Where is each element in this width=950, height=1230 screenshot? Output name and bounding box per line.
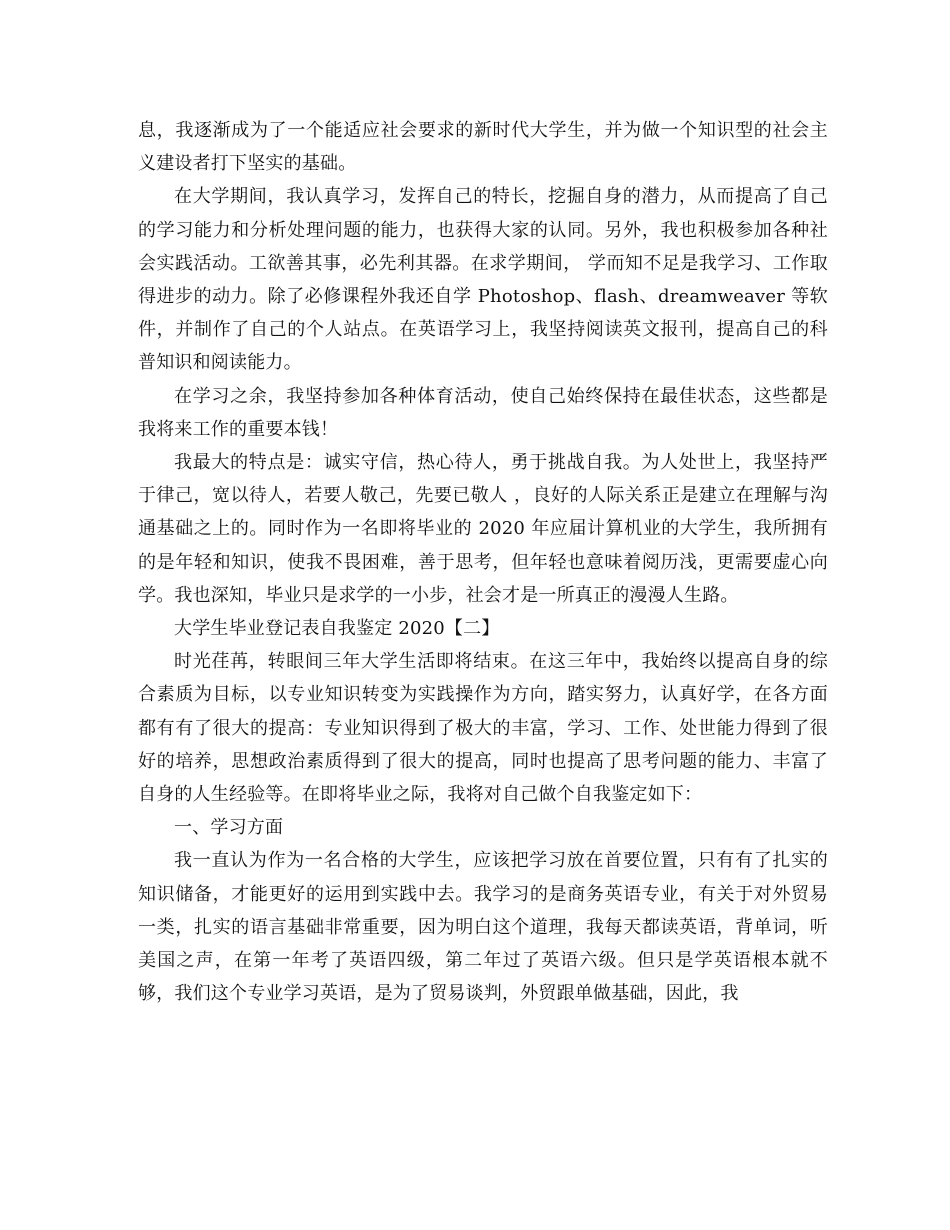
- paragraph-sports: 在学习之余，我坚持参加各种体育活动，使自己始终保持在最佳状态，这些都是我将来工作的重要本钱！: [138, 385, 828, 440]
- paragraph-study-details: 我一直认为作为一名合格的大学生，应该把学习放在首要位置，只有有了扎实的知识储备，才能更好的运用到实践中去。我学习的是商务英语专业，有关于对外贸易一类，扎实的语言基础非常重要，因为明白这个道理，我每天都读英语，背单词，听美国之声，在第一年考了英语四级，第二年过了英语六级。但只是学英语根本就不够，我们这个专业学习英语，是为了贸易谈判，外贸跟单做基础，因此，我: [138, 850, 828, 1005]
- paragraph-continuation: 息，我逐渐成为了一个能适应社会要求的新时代大学生，并为做一个知识型的社会主义建设者打下坚实的基础。: [138, 120, 828, 175]
- paragraph-university-study: 在大学期间，我认真学习，发挥自己的特长，挖掘自身的潜力，从而提高了自己的学习能力和分析处理问题的能力，也获得大家的认同。另外，我也积极参加各种社会实践活动。工欲善其事，必先利其器。在求学期间， 学而知不足是我学习、工作取得进步的动力。除了必修课程外我还自学 Photoshop、flash、dreamweaver 等软件，并制作了自己的个人站点。在英语学习上，我坚持阅读英文报刊，提高自己的科普知识和阅读能力。: [138, 186, 828, 374]
- document-body: [138, 114, 828, 1010]
- paragraph-personal-traits: 我最大的特点是：诚实守信，热心待人，勇于挑战自我。为人处世上，我坚持严于律己，宽以待人，若要人敬己，先要已敬人 ，良好的人际关系正是建立在理解与沟通基础之上的。同时作为一名即将毕业的 2020 年应届计算机业的大学生，我所拥有的是年轻和知识，使我不畏困难，善于思考，但年轻也意味着阅历浅，更需要虚心向学。我也深知，毕业只是求学的一小步，社会才是一所真正的漫漫人生路。: [138, 452, 828, 606]
- paragraph-three-years: 时光荏苒，转眼间三年大学生活即将结束。在这三年中，我始终以提高自身的综合素质为目标，以专业知识转变为实践操作为方向，踏实努力，认真好学，在各方面都有有了很大的提高：专业知识得到了极大的丰富，学习、工作、处世能力得到了很好的培养，思想政治素质得到了很大的提高，同时也提高了思考问题的能力、丰富了自身的人生经验等。在即将毕业之际，我将对自己做个自我鉴定如下：: [138, 651, 828, 806]
- section-heading: 大学生毕业登记表自我鉴定 2020【二】: [174, 618, 500, 640]
- subsection-heading-study: 一、学习方面: [174, 817, 284, 839]
